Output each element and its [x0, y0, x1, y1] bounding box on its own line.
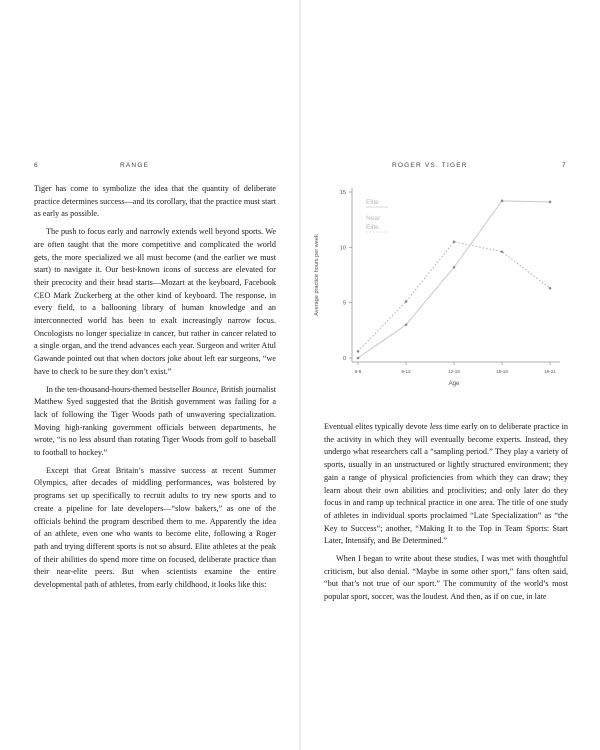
legend-elite: Elite — [366, 199, 379, 206]
y-tick-label: 15 — [339, 190, 346, 196]
x-tick-label: 6-8 — [354, 369, 362, 374]
x-tick-label: 12-15 — [448, 369, 460, 374]
practice-hours-chart — [300, 180, 600, 390]
right-page — [300, 0, 600, 750]
italic-emphasis: Bounce — [192, 384, 217, 394]
y-tick-label: 10 — [339, 245, 346, 252]
right-running-head: ROGER VS. TIGER — [392, 162, 468, 169]
data-point-near-elite — [453, 241, 456, 244]
data-point-near-elite — [405, 300, 408, 303]
legend-near-elite: Near — [366, 215, 381, 222]
data-point-elite — [405, 324, 408, 327]
right-paragraph-1: Eventual elites typically devote less time early on to deliberate practice in the activity in which they will eventually become experts. Instead, they undergo what researchers call a “sampling period.” They play a variety of sports, usually in an unstructured or lightly structured environment; they gain a range of physical proficiencies from which they can draw; they learn about their own abilities and proclivities; and only later do they focus in and ramp up technical practice in one area. The title of one study of athletes in individual sports proclaimed “Late Specialization” as “the Key to Success”; another, “Making It to the Top in Team Sports: Start Later, Intensify, and Be Determined.” — [324, 422, 568, 546]
italic-emphasis: our — [403, 579, 415, 589]
data-point-near-elite — [357, 350, 360, 353]
y-axis-label: Average practice hours per week — [314, 234, 320, 316]
left-running-head: RANGE — [120, 162, 150, 169]
data-point-elite — [501, 200, 504, 203]
data-point-near-elite — [549, 287, 552, 290]
x-tick-label: 18-21 — [544, 369, 556, 374]
left-page-number: 6 — [34, 162, 39, 169]
data-point-elite — [357, 357, 360, 360]
left-paragraph-4: Except that Great Britain’s massive success at recent Summer Olympics, after decades of middling performances, was bolstered by programs set up specifically to recruit adults to try new sports and to create a pipeline for late developers—“slow bakers,” as one of the officials behind the program described them to me. Apparently the idea of an athlete, even one who wants to become elite, following a Roger path and trying different sports is not so absurd. Elite athletes at the peak of their abilities do spend more time on focused, deliberate practice than their near-elite peers. But when scientists examine the entire developmental path of athletes, from early childhood, it looks like this: — [34, 465, 276, 590]
italic-emphasis: less — [429, 422, 443, 431]
left-paragraph-1: Tiger has come to symbolize the idea that the quantity of deliberate practice determines success—and its corollary, that the practice must start as early as possible. — [34, 184, 276, 219]
x-axis-label: Age — [448, 380, 460, 387]
y-tick-label: 0 — [342, 356, 346, 362]
data-point-elite — [549, 201, 552, 204]
series-line-elite — [358, 201, 550, 358]
left-paragraph-3: In the ten-thousand-hours-themed bestseller Bounce, British journalist Matthew Syed suggested that the British government was failing for a lack of following the Tiger Woods path of unwavering specialization. Moving high-ranking government officials between departments, he wrote, “is no less absurd than rotating Tiger Woods from golf to baseball to football to hockey.” — [34, 384, 277, 458]
left-body-text — [34, 183, 276, 592]
data-point-elite — [453, 266, 456, 269]
data-point-near-elite — [501, 250, 504, 253]
right-paragraph-2: When I began to write about these studies, I was met with thoughtful criticism, but also denial. “Maybe in some other sport,” fans often said, “but that’s not true of our sport.” The community of the world’s most popular sport, soccer, was the loudest. And then, as if on cue, in late — [324, 554, 568, 602]
chart-svg — [300, 180, 600, 390]
series-line-near-elite — [358, 242, 550, 352]
right-page-number: 7 — [562, 162, 567, 169]
y-tick-label: 5 — [342, 300, 346, 307]
legend-near-elite: Elite — [366, 224, 379, 231]
right-body-text — [324, 421, 568, 604]
x-tick-label: 9-12 — [401, 369, 411, 374]
left-paragraph-2: The push to focus early and narrowly extends well beyond sports. We are often taught that the more competitive and complicated the world gets, the more specialized we all must become (and the earlier we must start) to navigate it. Our best-known icons of success are elevated for their precocity and their head starts—Mozart at the keyboard, Facebook CEO Mark Zuckerberg at the other kind of keyboard. The response, in every field, to a ballooning library of human knowledge and an interconnected world has been to exalt increasingly narrow focus. Oncologists no longer specialize in cancer, but rather in cancer related to a single organ, and the trend advances each year. Surgeon and writer Atul Gawande pointed out that when doctors joke about left ear surgeons, “we have to check to be sure they don’t exist.” — [34, 227, 276, 376]
x-tick-label: 15-18 — [496, 369, 508, 374]
